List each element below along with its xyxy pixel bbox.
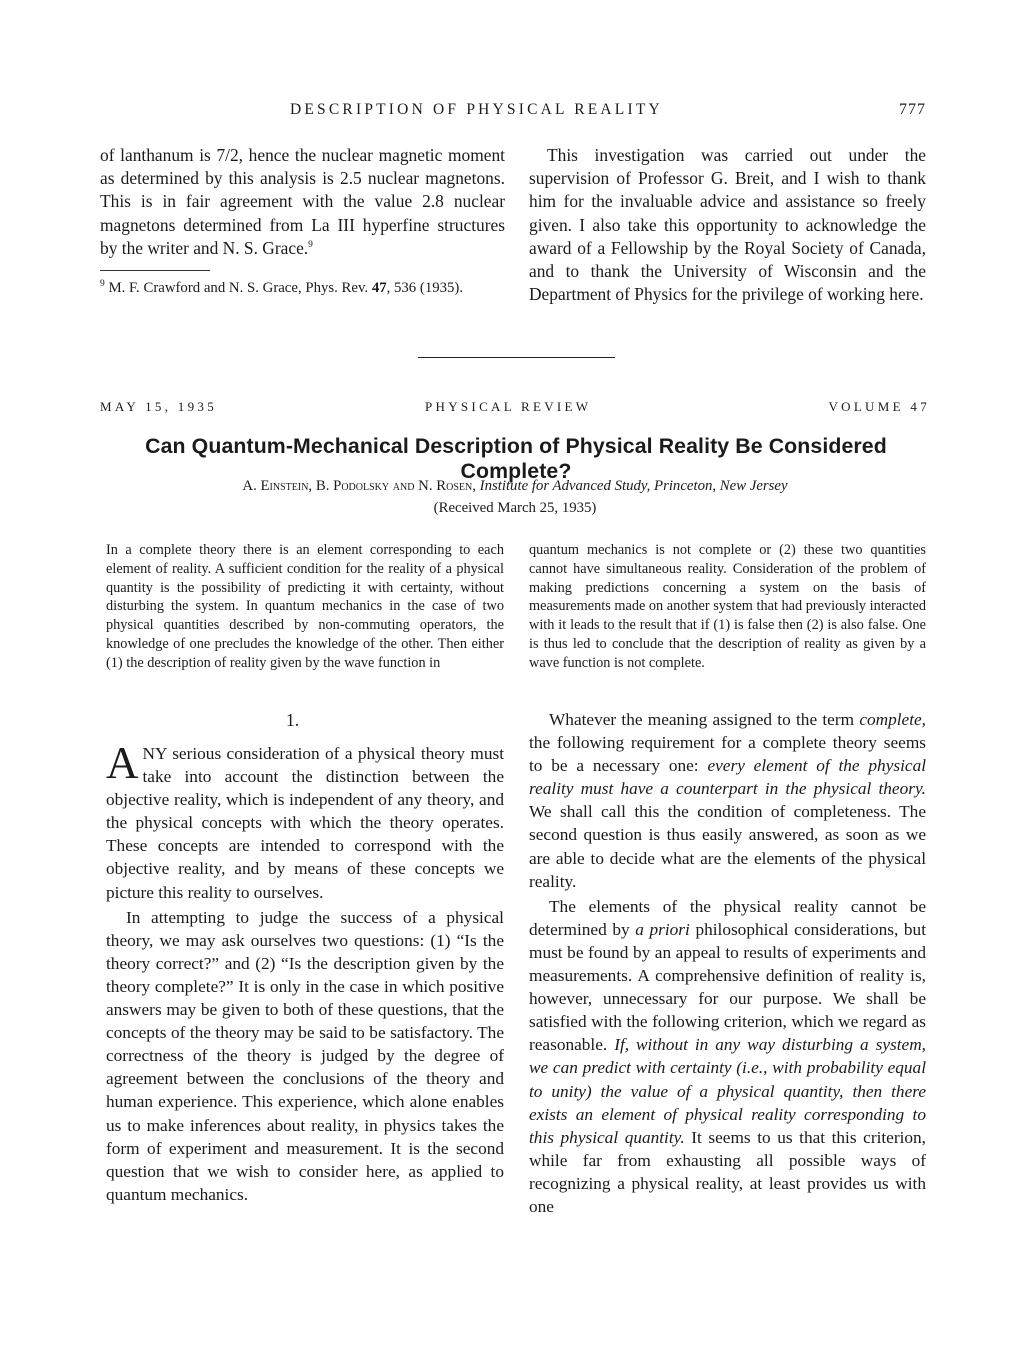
abstract-right [529,541,926,673]
completeness-requirement: every element of the physical reality must have a counterpart in the physical theory. [529,756,927,799]
acknowledgement-text: This investigation was carried out under the supervision of Professor G. Breit, and I wish to thank him for the invaluable advice and assistance so freely given. I also take this opportunity to acknowledge the award of a Fellowship by the Royal Society of Canada, and to thank the University of Wisconsin and the Department of Physics for the privilege of working here. [529,145,926,305]
right-p2-c: It seems to us that this criterion, while far from exhausting all possible ways of recognizing a physical reality, at least provides us with one [529,1127,927,1216]
journal-volume: VOLUME 47 [828,399,930,414]
page-number: 777 [899,101,926,118]
journal-header [100,399,930,421]
body-left-paragraph-1-text: NY serious consideration of a physical theory must take into account the distinction between the objective reality, which is independent of any theory, and the physical concepts with which the theory operates. These concepts are intended to correspond with the objective reality, and by means of these concepts we picture this reality to ourselves. [106,744,504,902]
article-title: Can Quantum-Mechanical Description of Physical Reality Be Considered Complete? [145,434,887,483]
criterion-part-2: , with probability equal to unity) the value of a physical quantity, then there exists an element of physical reality corresponding to this physical quantity. [529,1058,926,1147]
body-right-paragraph-2 [529,895,926,1218]
article-separator-rule [418,357,615,358]
footnote [100,279,505,298]
received-date: (Received March 25, 1935) [433,500,597,516]
footnote-text: M. F. Crawford and N. S. Grace, Phys. Rev. [108,280,369,297]
footnote-volume: 47 [371,280,387,297]
body-left-paragraph-1 [106,738,504,904]
a-priori: a priori [635,919,690,939]
criterion-ie: i.e. [742,1058,764,1078]
previous-article-left-column [100,144,505,298]
running-title: DESCRIPTION OF PHYSICAL REALITY [290,101,663,118]
abstract-left-text: In a complete theory there is an element corresponding to each element of reality. A sufficient condition for the reality of a physical quantity is the possibility of predicting it with certainty, without disturbing the system. In quantum mechanics in the case of two physical quantities described by non-commuting operators, the knowledge of one precludes the knowledge of the other. Then either (1) the description of reality given by the wave function in [106,542,504,671]
running-header [100,101,930,123]
term-complete: complete, [859,710,927,729]
right-p2-a: The elements of the physical reality cannot be determined by [529,896,926,939]
journal-name: PHYSICAL REVIEW [425,399,592,414]
section-number: 1. [286,710,300,730]
criterion-part-1: If, without in any way disturbing a system, we can predict with certainty ( [529,1035,926,1078]
acknowledgement-column [529,144,926,306]
footnote-rest: , 536 (1935). [386,280,464,297]
journal-date: MAY 15, 1935 [100,399,218,414]
author-affiliation: Institute for Advanced Study, Princeton, New Jersey [479,478,788,494]
drop-cap: A [106,738,139,788]
right-p1-a: Whatever the meaning assigned to the term [549,710,855,729]
right-p1-c: We shall call this the condition of completeness. The second question is thus easily answered, as soon as we are able to decide what are the elements of the physical reality. [529,802,926,891]
abstract-right-text: quantum mechanics is not complete or (2) these two quantities cannot have simultaneous reality. Consideration of the problem of making predictions concerning a system on the basis of measurements made on another system that had previously interacted with it leads to the result that if (1) is false then (2) is also false. One is thus led to conclude that the description of reality as given by a wave function is not complete. [529,542,927,671]
author-names: A. Einstein, B. Podolsky and N. Rosen, [242,478,476,494]
body-right-paragraph-1 [529,708,926,893]
abstract-left [106,541,504,673]
article-authors [100,478,930,495]
right-p1-b: the following requirement for a complete theory seems to be a necessary one: [529,733,926,776]
footnote-mark: 9 [100,279,105,290]
body-right-column [529,708,926,1218]
footnote-rule [100,270,210,271]
right-p2-b: philosophical considerations, but must be found by an appeal to results of experiments and measurements. A comprehensive definition of reality is, however, unnecessary for our purpose. We shall be satisfied with the following criterion, which we regard as reasonable. [529,919,926,1055]
body-left-column [106,738,504,1206]
footnote-ref-mark: 9 [308,240,313,251]
body-left-paragraph-2: In attempting to judge the success of a physical theory, we may ask ourselves two questions: (1) “Is the theory correct?” and (2) “Is the description given by the theory complete?” It is only in the case in which positive answers may be given to both of these questions, that the concepts of the theory may be said to be satisfactory. The correctness of the theory is judged by the degree of agreement between the conclusions of the theory and human experience. This experience, which alone enables us to make inferences about reality, in physics takes the form of experiment and measurement. It is the second question that we wish to consider here, as applied to quantum mechanics. [106,907,504,1204]
previous-article-text: of lanthanum is 7/2, hence the nuclear magnetic moment as determined by this analysis is 2.5 nuclear magnetons. This is in fair agreement with the value 2.8 nuclear magnetons determined from La III hyperfine structures by the writer and N. S. Grace. [100,145,505,258]
